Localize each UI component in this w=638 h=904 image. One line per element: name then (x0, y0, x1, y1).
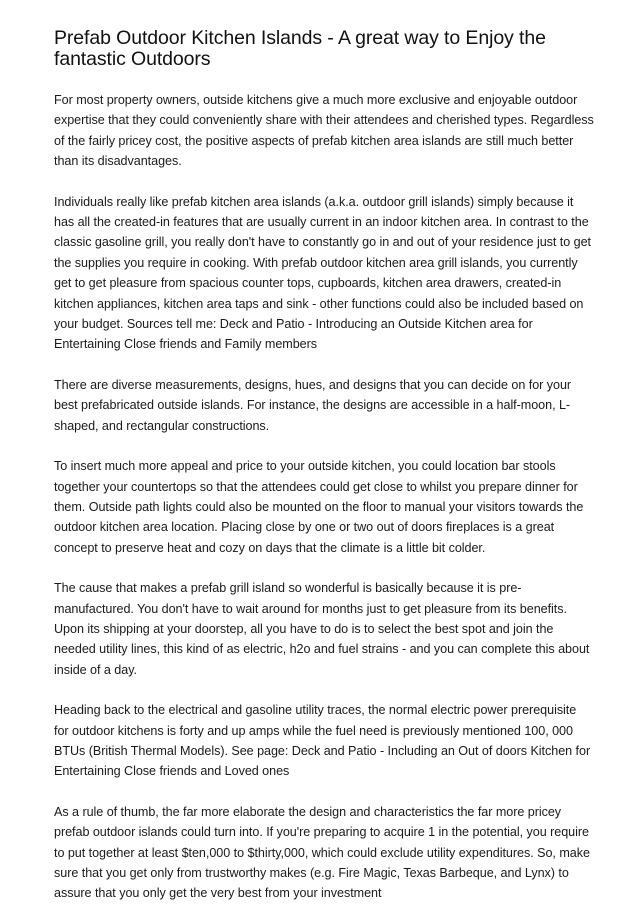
document-title: Prefab Outdoor Kitchen Islands - A great way to Enjoy the fantastic Outdoors (54, 27, 546, 70)
paragraph: To insert much more appeal and price to your outside kitchen, you could location bar stools together your countertops so that the attendees could get close to whilst you prepare dinner for them. Outside path lights could also be mounted on the floor to manual your visitors towards the outdoor kitchen area location. Placing close by one or two out of doors fireplaces is a great concept to preserve heat and cozy on days that the climate is a little bit colder. (54, 459, 584, 555)
paragraph: There are diverse measurements, designs, hues, and designs that you can decide on for your best prefabricated outside islands. For instance, the designs are accessible in a half-moon, L-shaped, and rectangular constructions. (54, 377, 572, 433)
paragraph: As a rule of thumb, the far more elaborate the design and characteristics the far more pricey prefab outdoor islands could turn into. If you're preparing to acquire 1 in the potential, you require to put together at least $ten,000 to $thirty,000, which could exclude utility expenditures. So, make sure that you get only from trustworthy makes (e.g. Fire Magic, Texas Barbeque, and Lynx) to assure that you only get the very best from your investment (54, 804, 590, 901)
paragraph: For most property owners, outside kitchens give a much more exclusive and enjoyable outdoor expertise that they could conveniently share with their attendees and cherished types. Regardless of the fairly pricey cost, the positive aspects of prefab kitchen area islands are still much better than its disadvantages. (54, 93, 594, 169)
document-page (54, 28, 594, 904)
paragraph: The cause that makes a prefab grill island so wonderful is basically because it is pre-manufactured. You don't have to wait around for months just to get pleasure from its benefits. Upon its shipping at your doorstep, all you have to do is to select the best spot and join the needed utility lines, this kind of as electric, h2o and fuel strains - and you can complete this about inside of a day. (54, 581, 590, 677)
paragraph: Heading back to the electrical and gasoline utility traces, the normal electric power prerequisite for outdoor kitchens is forty and up amps while the fuel need is previously mentioned 100, 000 BTUs (British Thermal Models). See page: Deck and Patio - Including an Out of doors Kitchen for Entertaining Close friends and Loved ones (54, 703, 591, 779)
paragraph: Individuals really like prefab kitchen area islands (a.k.a. outdoor grill islands) simply because it has all the created-in features that are usually current in an indoor kitchen area. In contrast to the classic gasoline grill, you really don't have to constantly go in and out of your residence just to get the supplies you require in cooking. With prefab outdoor kitchen area grill islands, you currently get to get pleasure from spacious counter tops, cupboards, kitchen area drawers, created-in kitchen appliances, kitchen area taps and sink - other functions could also be included based on your budget. Sources tell me: Deck and Patio - Introducing an Outside Kitchen area for Entertaining Close friends and Family members (54, 194, 591, 352)
